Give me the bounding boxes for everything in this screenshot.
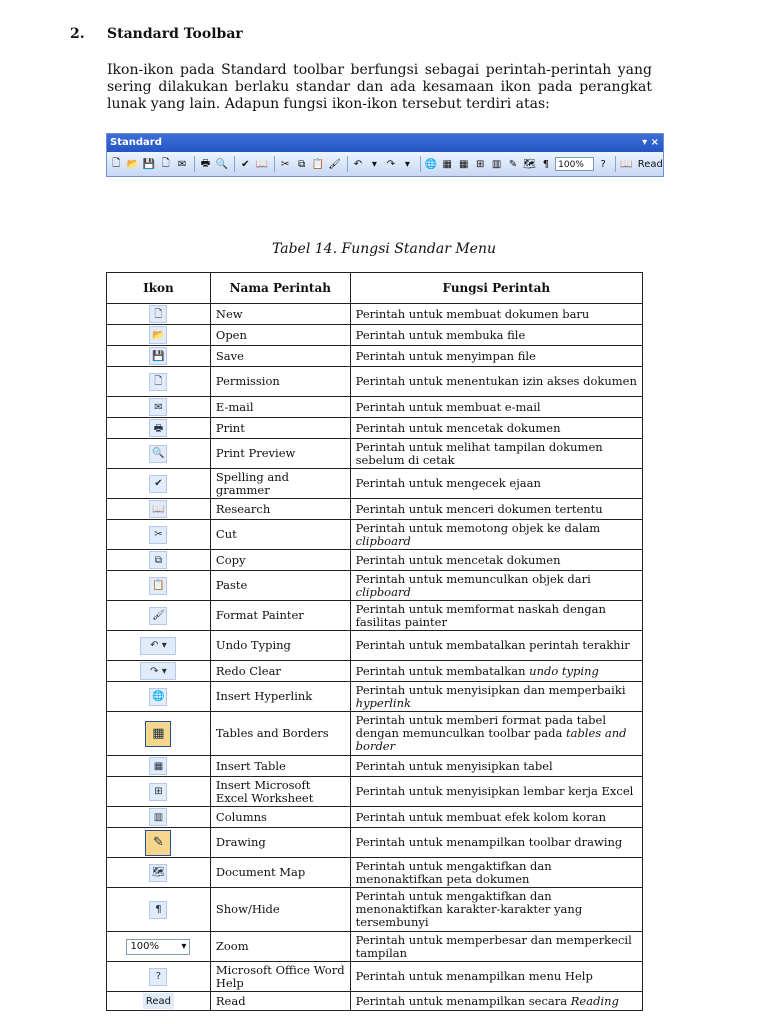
description-text: Perintah untuk mencetak dokumen bbox=[355, 552, 561, 567]
description-emphasis: Reading bbox=[570, 993, 619, 1008]
intro-paragraph: Ikon-ikon pada Standard toolbar berfungsi sebagai perintah-perintah yang sering dilakukan berlaku standar dan ada kesamaan ikon pada perangkat lunak yang lain. Adapun fungsi ikon-ikon tersebut terdiri atas: bbox=[107, 62, 652, 112]
description-emphasis: tables and border bbox=[355, 726, 627, 753]
table-row bbox=[107, 777, 643, 807]
function-table bbox=[106, 272, 643, 1011]
icon-cell bbox=[107, 601, 211, 631]
format-painter-icon: 🖌 bbox=[328, 158, 341, 170]
spelling-icon: ✔ bbox=[241, 158, 250, 170]
icon-cell bbox=[107, 571, 211, 601]
icon-cell bbox=[107, 439, 211, 469]
command-description bbox=[350, 807, 642, 828]
header-ikon: Ikon bbox=[107, 273, 211, 304]
command-description bbox=[350, 397, 642, 418]
icon-cell bbox=[107, 828, 211, 858]
section-heading bbox=[70, 26, 243, 42]
command-name: Copy bbox=[210, 550, 350, 571]
table-row bbox=[107, 962, 643, 992]
toolbar-zoom-box: 100% bbox=[555, 157, 594, 171]
table-row bbox=[107, 661, 643, 682]
command-name: Print bbox=[210, 418, 350, 439]
icon-cell bbox=[107, 346, 211, 367]
command-description bbox=[350, 631, 642, 661]
command-name: Research bbox=[210, 499, 350, 520]
open-icon: 📂 bbox=[126, 158, 139, 170]
command-name: E-mail bbox=[210, 397, 350, 418]
icon-cell bbox=[107, 304, 211, 325]
toolbar-title: Standard bbox=[110, 137, 162, 148]
permission-icon: 🗋 bbox=[149, 373, 167, 391]
description-text: Perintah untuk melihat tampilan dokumen sebelum di cetak bbox=[355, 439, 603, 467]
command-description bbox=[350, 571, 642, 601]
icon-cell bbox=[107, 325, 211, 346]
command-description bbox=[350, 346, 642, 367]
insert-hyperlink-icon: 🌐 bbox=[149, 688, 167, 706]
description-text: Perintah untuk membatalkan bbox=[355, 663, 526, 678]
table-row bbox=[107, 807, 643, 828]
hyperlink-icon: 🌐 bbox=[424, 158, 437, 170]
toolbar-controls: ▾ × bbox=[642, 137, 659, 148]
print-icon: 🖶 bbox=[149, 419, 167, 437]
table-row bbox=[107, 828, 643, 858]
description-text: Perintah untuk menentukan izin akses dokumen bbox=[355, 374, 637, 388]
command-name: Tables and Borders bbox=[210, 712, 350, 756]
insert-table-icon: ▦ bbox=[458, 158, 469, 170]
icon-cell bbox=[107, 858, 211, 888]
command-name: Show/Hide bbox=[210, 888, 350, 932]
drawing-icon: ✎ bbox=[508, 158, 518, 170]
insert-microsoft-excel-worksheet-icon: ⊞ bbox=[149, 783, 167, 801]
table-row bbox=[107, 858, 643, 888]
table-row bbox=[107, 304, 643, 325]
e-mail-icon: ✉ bbox=[149, 398, 167, 416]
dropdown-arrow-icon: ▾ bbox=[404, 158, 410, 170]
description-text: Perintah untuk memotong objek ke dalam bbox=[355, 520, 601, 535]
save-icon: 💾 bbox=[142, 158, 156, 170]
microsoft-office-word-help-icon: ? bbox=[149, 968, 167, 986]
command-name: Microsoft Office Word Help bbox=[210, 962, 350, 992]
command-name: Permission bbox=[210, 367, 350, 397]
toolbar-separator bbox=[347, 156, 348, 172]
icon-cell bbox=[107, 469, 211, 499]
description-text: Perintah untuk menyisipkan dan memperbaiki bbox=[355, 682, 626, 697]
description-text: Perintah untuk menyimpan file bbox=[355, 348, 536, 363]
description-text: Perintah untuk mengecek ejaan bbox=[355, 476, 541, 490]
description-text: Perintah untuk memberi format pada tabel dengan memunculkan toolbar pada bbox=[355, 713, 607, 740]
toolbar-separator bbox=[420, 156, 421, 172]
description-text: Perintah untuk membuka file bbox=[355, 327, 526, 342]
command-name: Undo Typing bbox=[210, 631, 350, 661]
icon-cell bbox=[107, 888, 211, 932]
toolbar-separator bbox=[234, 156, 235, 172]
command-name: Drawing bbox=[210, 828, 350, 858]
icon-cell bbox=[107, 367, 211, 397]
description-text: Perintah untuk memunculkan objek dari bbox=[355, 571, 591, 586]
command-description bbox=[350, 682, 642, 712]
permission-icon: 🗋 bbox=[161, 157, 170, 169]
tables-and-borders-icon: ▦ bbox=[145, 721, 171, 747]
columns-icon: ▥ bbox=[149, 808, 167, 826]
table-header-row bbox=[107, 273, 643, 304]
paste-icon: 📋 bbox=[311, 158, 325, 170]
table-row bbox=[107, 367, 643, 397]
command-description bbox=[350, 601, 642, 631]
description-text: Perintah untuk membatalkan perintah terakhir bbox=[355, 638, 630, 652]
table-row bbox=[107, 756, 643, 777]
tables-borders-icon: ▦ bbox=[442, 158, 452, 170]
command-name: Spelling and grammer bbox=[210, 469, 350, 499]
table-row bbox=[107, 712, 643, 756]
icon-cell bbox=[107, 397, 211, 418]
table-row bbox=[107, 439, 643, 469]
command-name: Print Preview bbox=[210, 439, 350, 469]
toolbar-separator bbox=[274, 156, 275, 172]
header-nama-perintah: Nama Perintah bbox=[210, 273, 350, 304]
description-text: Perintah untuk mengaktifkan dan menonaktifkan peta dokumen bbox=[355, 858, 552, 886]
command-description bbox=[350, 469, 642, 499]
description-text: Perintah untuk menampilkan toolbar drawing bbox=[355, 835, 623, 849]
print-preview-icon: 🔍 bbox=[149, 445, 167, 463]
command-description bbox=[350, 756, 642, 777]
table-row bbox=[107, 550, 643, 571]
table-row bbox=[107, 932, 643, 962]
redo-icon: ↷ bbox=[386, 158, 396, 170]
command-description bbox=[350, 550, 642, 571]
icon-cell bbox=[107, 520, 211, 550]
description-text: Perintah untuk menyisipkan tabel bbox=[355, 758, 553, 773]
command-name: Redo Clear bbox=[210, 661, 350, 682]
paste-icon: 📋 bbox=[149, 577, 167, 595]
table-row bbox=[107, 682, 643, 712]
command-description bbox=[350, 932, 642, 962]
columns-icon: ▥ bbox=[491, 158, 502, 170]
icon-cell bbox=[107, 661, 211, 682]
cut-icon: ✂ bbox=[149, 526, 167, 544]
description-emphasis: hyperlink bbox=[355, 695, 411, 710]
excel-icon: ⊞ bbox=[475, 158, 485, 170]
copy-icon: ⧉ bbox=[298, 158, 306, 170]
open-icon: 📂 bbox=[149, 326, 167, 344]
table-row bbox=[107, 631, 643, 661]
command-description bbox=[350, 828, 642, 858]
section-number: 2. bbox=[70, 26, 85, 42]
command-name: Format Painter bbox=[210, 601, 350, 631]
table-row bbox=[107, 992, 643, 1011]
research-icon: 📖 bbox=[255, 158, 269, 170]
command-description bbox=[350, 439, 642, 469]
read-icon: 📖 bbox=[620, 158, 633, 170]
undo-typing-icon: ↶ ▾ bbox=[140, 637, 176, 655]
description-emphasis: clipboard bbox=[355, 584, 411, 599]
command-name: Columns bbox=[210, 807, 350, 828]
new-icon: 🗋 bbox=[149, 305, 167, 323]
research-icon: 📖 bbox=[149, 500, 167, 518]
table-caption: Tabel 14. Fungsi Standar Menu bbox=[272, 241, 496, 257]
command-name: Insert Microsoft Excel Worksheet bbox=[210, 777, 350, 807]
pilcrow-icon: ¶ bbox=[542, 158, 550, 170]
icon-cell bbox=[107, 807, 211, 828]
help-icon: ? bbox=[600, 158, 606, 170]
toolbar-separator bbox=[194, 156, 195, 172]
toolbar-read-label: Read bbox=[637, 158, 663, 170]
command-name: Cut bbox=[210, 520, 350, 550]
copy-icon: ⧉ bbox=[149, 551, 167, 569]
command-description bbox=[350, 777, 642, 807]
section-title: Standard Toolbar bbox=[107, 26, 243, 42]
table-row bbox=[107, 325, 643, 346]
format-painter-icon: 🖌 bbox=[149, 607, 167, 625]
command-description bbox=[350, 888, 642, 932]
table-row bbox=[107, 499, 643, 520]
icon-cell bbox=[107, 932, 211, 962]
command-description bbox=[350, 992, 642, 1011]
icon-cell bbox=[107, 499, 211, 520]
command-name: Insert Hyperlink bbox=[210, 682, 350, 712]
command-description bbox=[350, 325, 642, 346]
chevron-down-icon: ▾ bbox=[181, 941, 187, 952]
standard-toolbar-image bbox=[106, 133, 664, 177]
undo-icon: ↶ bbox=[353, 158, 363, 170]
toolbar-icon-row bbox=[107, 152, 663, 176]
icon-cell bbox=[107, 682, 211, 712]
icon-cell bbox=[107, 631, 211, 661]
description-text: Perintah untuk menampilkan menu Help bbox=[355, 969, 593, 983]
command-name: Insert Table bbox=[210, 756, 350, 777]
icon-cell bbox=[107, 418, 211, 439]
document-map-icon: 🗺 bbox=[149, 864, 167, 882]
description-text: Perintah untuk membuat e-mail bbox=[355, 399, 541, 414]
command-description bbox=[350, 367, 642, 397]
command-description bbox=[350, 520, 642, 550]
command-name: Read bbox=[210, 992, 350, 1011]
description-emphasis: clipboard bbox=[355, 533, 411, 548]
description-text: Perintah untuk menampilkan secara bbox=[355, 993, 568, 1008]
table-row bbox=[107, 888, 643, 932]
table-row bbox=[107, 346, 643, 367]
toolbar-separator bbox=[615, 156, 616, 172]
save-icon: 💾 bbox=[149, 347, 167, 365]
redo-clear-icon: ↷ ▾ bbox=[140, 662, 176, 680]
toolbar-titlebar bbox=[107, 134, 663, 152]
email-icon: ✉ bbox=[177, 158, 187, 170]
icon-cell bbox=[107, 550, 211, 571]
spelling-and-grammer-icon: ✔ bbox=[149, 475, 167, 493]
description-emphasis: undo typing bbox=[529, 663, 599, 678]
icon-cell bbox=[107, 756, 211, 777]
table-row bbox=[107, 520, 643, 550]
command-description bbox=[350, 858, 642, 888]
cut-icon: ✂ bbox=[281, 158, 290, 170]
command-name: Save bbox=[210, 346, 350, 367]
description-text: Perintah untuk mencetak dokumen bbox=[355, 420, 561, 435]
command-name: Paste bbox=[210, 571, 350, 601]
icon-cell bbox=[107, 777, 211, 807]
show-hide-icon: ¶ bbox=[149, 901, 167, 919]
description-text: Perintah untuk mengaktifkan dan menonaktifkan karakter-karakter yang tersembunyi bbox=[355, 889, 583, 929]
command-description bbox=[350, 712, 642, 756]
command-name: New bbox=[210, 304, 350, 325]
header-fungsi-perintah: Fungsi Perintah bbox=[350, 273, 642, 304]
zoom-dropdown-icon: 100% ▾ bbox=[126, 939, 190, 955]
table-row bbox=[107, 469, 643, 499]
description-text: Perintah untuk membuat efek kolom koran bbox=[355, 809, 606, 824]
command-description bbox=[350, 661, 642, 682]
drawing-icon: ✎ bbox=[145, 830, 171, 856]
description-text: Perintah untuk memformat naskah dengan fasilitas painter bbox=[355, 601, 606, 629]
icon-cell bbox=[107, 962, 211, 992]
description-text: Perintah untuk menyisipkan lembar kerja Excel bbox=[355, 784, 634, 798]
command-description bbox=[350, 418, 642, 439]
description-text: Perintah untuk menceri dokumen tertentu bbox=[355, 501, 603, 516]
command-name: Open bbox=[210, 325, 350, 346]
command-description bbox=[350, 962, 642, 992]
command-description bbox=[350, 499, 642, 520]
table-row bbox=[107, 418, 643, 439]
icon-cell bbox=[107, 712, 211, 756]
document-map-icon: 🗺 bbox=[523, 158, 536, 170]
table-row bbox=[107, 601, 643, 631]
command-name: Zoom bbox=[210, 932, 350, 962]
table-row bbox=[107, 397, 643, 418]
description-text: Perintah untuk membuat dokumen baru bbox=[355, 306, 590, 321]
print-icon: 🖶 bbox=[200, 157, 211, 169]
table-row bbox=[107, 571, 643, 601]
command-description bbox=[350, 304, 642, 325]
print-preview-icon: 🔍 bbox=[215, 158, 229, 170]
command-name: Document Map bbox=[210, 858, 350, 888]
new-icon: 🗋 bbox=[112, 157, 121, 169]
insert-table-icon: ▦ bbox=[149, 757, 167, 775]
dropdown-arrow-icon: ▾ bbox=[371, 158, 377, 170]
description-text: Perintah untuk memperbesar dan memperkecil tampilan bbox=[355, 932, 632, 960]
icon-cell bbox=[107, 992, 211, 1011]
read-icon: Read bbox=[143, 993, 174, 1009]
